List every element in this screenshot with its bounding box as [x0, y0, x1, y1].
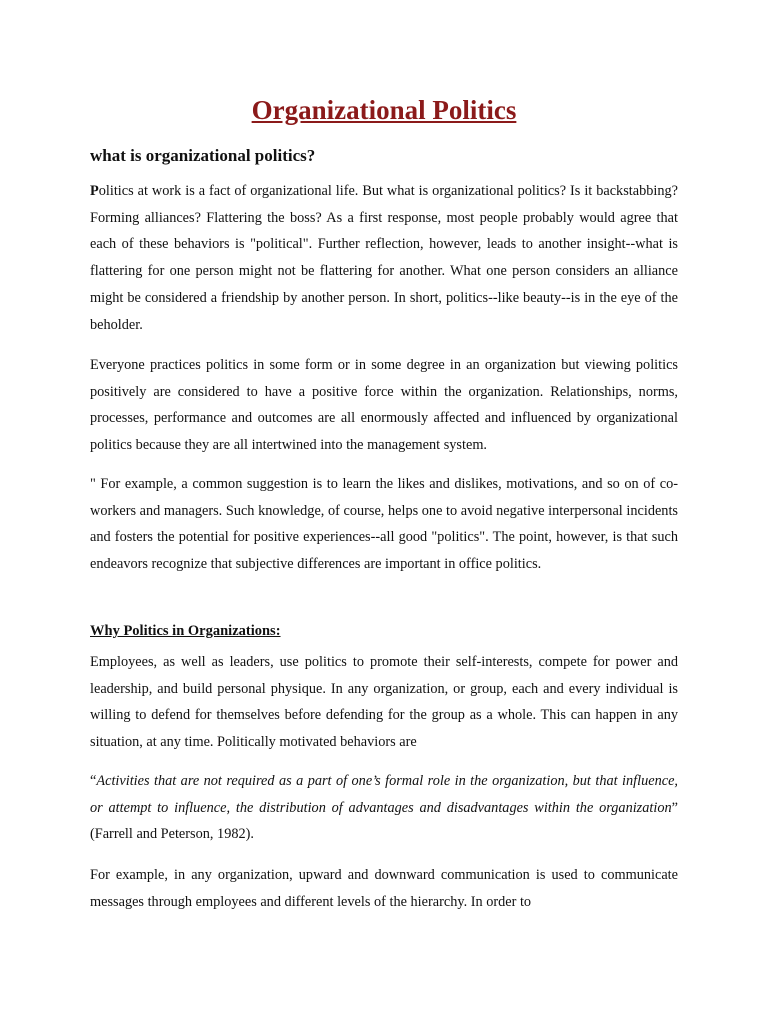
paragraph-text: olitics at work is a fact of organizational life. But what is organizational politics? Is it backstabbing? Forming alliances? Flattering the boss? As a first response, most people probably would agree that each of these behaviors is "political". Further reflection, however, leads to another insight--what is flattering for one person might not be flattering for another. What one person considers an alliance might be considered a friendship by another person. In short, politics--like beauty--is in the eye of the beholder. [90, 183, 678, 333]
paragraph-for-example-communication: For example, in any organization, upward and downward communication is used to communicate messages through employees and different levels of the hierarchy. In order to [90, 867, 678, 910]
quote-citation: ” (Farrell and Peterson, 1982). [90, 799, 678, 843]
quote-open-mark: “ [90, 773, 97, 789]
paragraph-everyone-practices: Everyone practices politics in some form or in some degree in an organization but viewing politics positively are considered to have a positive force within the organization. Relationships, norms, processes, performance and outcomes are all enormously affected and influenced by organizational politics because they are all intertwined into the management system. [90, 357, 678, 454]
quote-text: Activities that are not required as a part of one’s formal role in the organization, but that influence, or attempt to influence, the distribution of advantages and disadvantages within the organization [90, 773, 678, 816]
paragraph-for-example-suggestion: " For example, a common suggestion is to learn the likes and dislikes, motivations, and so on of co-workers and managers. Such knowledge, of course, helps one to avoid negative interpersonal incidents and fosters the potential for positive experiences--all good "politics". The point, however, is that such endeavors recognize that subjective differences are important in office politics. [90, 476, 678, 573]
document-title: Organizational Politics [251, 95, 517, 125]
paragraph-politics-at-work [90, 178, 678, 338]
first-letter: P [90, 183, 99, 199]
paragraph-employees-leaders: Employees, as well as leaders, use politics to promote their self-interests, compete for power and leadership, and build personal physique. In any organization, or group, each and every individual is willing to defend for themselves before defending for the group as a whole. This can happen in any situation, at any time. Politically motivated behaviors are [90, 654, 678, 751]
paragraph-quote-definition [90, 768, 678, 848]
section-heading-what-is: what is organizational politics? [90, 146, 316, 165]
section-heading-why-politics: Why Politics in Organizations: [90, 623, 281, 639]
